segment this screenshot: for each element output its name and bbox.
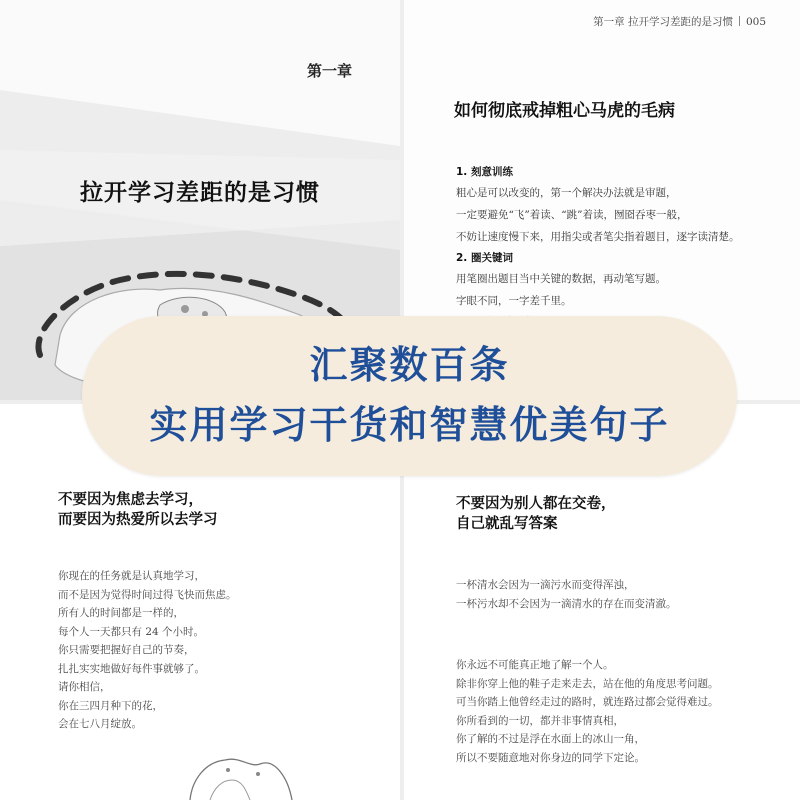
- body-line: 每个人一天都只有 24 个小时。: [58, 625, 205, 638]
- heading-line: 不要因为别人都在交卷，: [456, 495, 616, 512]
- body-line: 一杯清水会因为一滴污水而变得浑浊，: [456, 579, 635, 591]
- body-line: 除非你穿上他的鞋子走来走去，站在他的角度思考问题。: [456, 677, 719, 690]
- section-title: 1. 刻意训练: [456, 166, 513, 178]
- method-heading: 如何彻底戒掉粗心马虎的毛病: [454, 101, 675, 121]
- left-quote-body: [58, 567, 237, 734]
- body-line: 你了解的不过是浮在水面上的冰山一角，: [456, 733, 645, 745]
- body-line: 你在三四月种下的花，: [58, 699, 163, 712]
- page-number: 005: [745, 16, 766, 28]
- promo-banner: [82, 316, 737, 476]
- body-line: 请你相信，: [58, 681, 111, 693]
- left-quote-heading: [58, 490, 218, 530]
- right-quote-heading: [456, 494, 616, 534]
- banner-line-2: 实用学习干货和智慧优美句子: [149, 403, 670, 447]
- heading-line: 自己就乱写答案: [456, 515, 558, 532]
- running-head: [593, 14, 766, 29]
- section-line: 不妨让速度慢下来，用指尖或者笔尖指着题目，逐字读清楚。: [456, 231, 740, 243]
- running-head-divider: [739, 16, 740, 26]
- right-quote-paragraph-1: [456, 576, 677, 613]
- running-head-title: 第一章 拉开学习差距的是习惯: [593, 16, 733, 28]
- method-body: [456, 162, 776, 332]
- body-line: 你永远不可能真正地了解一个人。: [456, 659, 614, 671]
- section-line: 字眼不同，一字差千里。: [456, 295, 572, 307]
- heading-line: 而要因为热爱所以去学习: [58, 511, 218, 528]
- body-line: 你所看到的一切，都并非事情真相，: [456, 714, 624, 727]
- body-line: 所有人的时间都是一样的，: [58, 607, 184, 619]
- body-line: 所以不要随意地对你身边的同学下定论。: [456, 751, 645, 764]
- body-line: 扎扎实实地做好每件事就够了。: [58, 662, 205, 675]
- body-line: 会在七八月绽放。: [58, 718, 142, 730]
- body-line: 而不是因为觉得时间过得飞快而焦虑。: [58, 588, 237, 601]
- section-title: 2. 圈关键词: [456, 252, 513, 264]
- body-line: 你现在的任务就是认真地学习，: [58, 570, 205, 582]
- banner-line-1: 汇聚数百条: [309, 343, 510, 387]
- right-quote-paragraph-2: [456, 656, 719, 767]
- body-line: 可当你踏上他曾经走过的路时，就连路过都会觉得难过。: [456, 696, 719, 708]
- chapter-label: 第一章: [306, 62, 352, 80]
- body-line: 一杯污水却不会因为一滴清水的存在而变清澈。: [456, 597, 677, 610]
- heading-line: 不要因为焦虑去学习，: [58, 491, 203, 508]
- section-line: 一定要避免“飞”着读、“跳”着读，囫囵吞枣一般，: [456, 209, 688, 221]
- section-line: 粗心是可以改变的，第一个解决办法就是审题，: [456, 187, 677, 199]
- section-line: 用笔圈出题目当中关键的数据，再动笔写题。: [456, 273, 666, 285]
- body-line: 你只需要把握好自己的节奏，: [58, 644, 195, 656]
- decorative-sketch: [180, 750, 300, 800]
- chapter-title: 拉开学习差距的是习惯: [80, 179, 320, 206]
